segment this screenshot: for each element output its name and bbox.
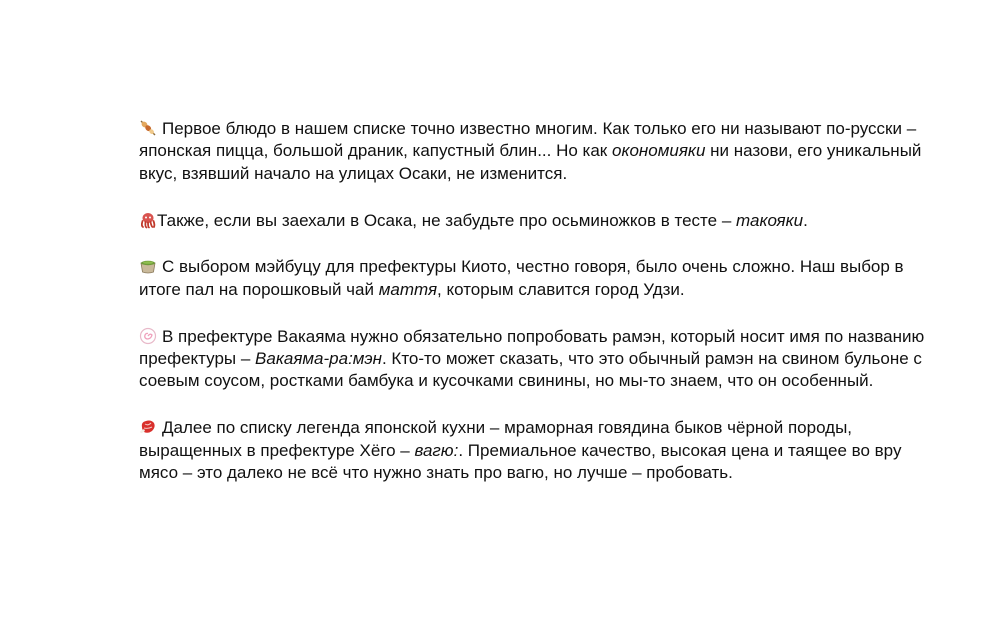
dish-name: вагю: (414, 440, 459, 460)
document-body (139, 118, 929, 484)
paragraph-takoyaki (139, 210, 929, 232)
fishcake-icon (139, 327, 157, 345)
dish-name: окономияки (611, 141, 706, 161)
skewer-icon (139, 119, 157, 137)
paragraph-text: , которым славится город Удзи. (437, 279, 685, 299)
octopus-icon (139, 211, 157, 229)
paragraph-ramen (139, 326, 929, 393)
paragraph-text: . (803, 210, 808, 230)
paragraph-okonomiyaki (139, 118, 929, 185)
meat-icon (139, 418, 157, 436)
paragraph-text: Первое блюдо в нашем списке точно известно многим. Как только его ни называют по-русски – японская пицца, большой драник, капустный блин... Но как (139, 119, 917, 161)
paragraph-text: ни назови, его уникальный вкус, взявший начало на улицах Осаки, не изменится. (139, 141, 922, 183)
paragraph-matcha (139, 256, 929, 301)
paragraph-text: С выбором мэйбуцу для префектуры Киото, честно говоря, было очень сложно. Наш выбор в итоге пал на порошковый чай (139, 257, 904, 299)
paragraph-wagyu (139, 417, 929, 484)
paragraph-text: В префектуре Вакаяма нужно обязательно попробовать рамэн, который носит имя по названию префектуры – (139, 326, 925, 369)
dish-name: маття (378, 279, 438, 299)
paragraph-text: Далее по списку легенда японской кухни – мраморная говядина быков чёрной породы, выращенных в префектуре Хёго – (139, 418, 853, 460)
matcha-icon (139, 257, 157, 275)
dish-name: Вакаяма-ра:мэн (255, 349, 382, 369)
dish-name: такояки (736, 210, 804, 230)
paragraph-text: . Премиальное качество, высокая цена и таящее во вру мясо – это далеко не всё что нужно знать про вагю, но лучше – пробовать. (139, 440, 902, 483)
paragraph-text: . Кто-то может сказать, что это обычный рамэн на свином бульоне с соевым соусом, ростками бамбука и кусочками свинины, но мы-то знаем, что он особенный. (139, 349, 922, 391)
paragraph-text: Также, если вы заехали в Осака, не забудьте про осьминожков в тесте – (157, 210, 737, 230)
